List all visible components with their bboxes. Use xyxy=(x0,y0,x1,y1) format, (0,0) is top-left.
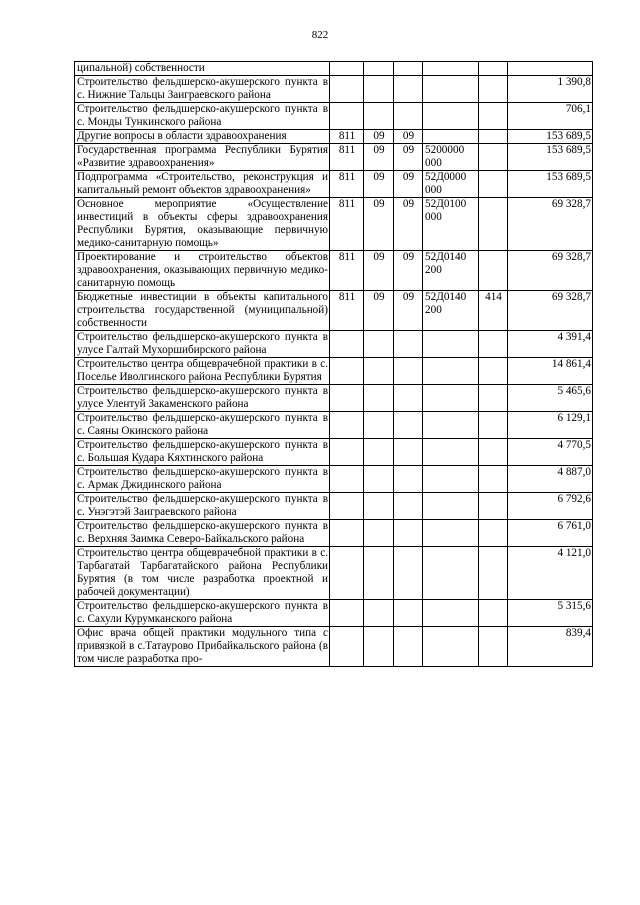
expense-type-cell xyxy=(479,385,508,412)
target-article-cell: 52Д0100 000 xyxy=(423,198,479,251)
row-name-cell: Другие вопросы в области здравоохранения xyxy=(75,130,330,144)
target-article-cell: 52Д0140 200 xyxy=(423,291,479,331)
section-code-cell: 09 xyxy=(364,251,394,291)
row-name-cell: ципальной) собственности xyxy=(75,62,330,76)
expense-type-cell xyxy=(479,130,508,144)
row-name-cell: Строительство фельдшерско-акушерского пункта в с. Нижние Тальцы Заиграевского района xyxy=(75,76,330,103)
subsection-code-cell xyxy=(394,493,423,520)
amount-cell: 6 792,6 xyxy=(508,493,593,520)
target-article-cell: 52Д0140 200 xyxy=(423,251,479,291)
subsection-code-cell xyxy=(394,520,423,547)
ministry-code-cell: 811 xyxy=(330,291,364,331)
subsection-code-cell: 09 xyxy=(394,171,423,198)
target-article-cell xyxy=(423,600,479,627)
ministry-code-cell: 811 xyxy=(330,198,364,251)
table-row xyxy=(75,439,593,466)
table-row xyxy=(75,76,593,103)
amount-cell: 4 391,4 xyxy=(508,331,593,358)
amount-cell: 4 121,0 xyxy=(508,547,593,600)
row-name-cell: Строительство центра общеврачебной практики в с. Тарбагатай Тарбагатайского района Республики Бурятия (в том числе разработка проектной и рабочей документации) xyxy=(75,547,330,600)
expense-type-cell xyxy=(479,251,508,291)
expense-type-cell xyxy=(479,358,508,385)
subsection-code-cell xyxy=(394,439,423,466)
ministry-code-cell xyxy=(330,76,364,103)
table-row xyxy=(75,251,593,291)
row-name-cell: Строительство центра общеврачебной практики в с. Поселье Иволгинского района Республики Бурятия xyxy=(75,358,330,385)
table-row xyxy=(75,600,593,627)
target-article-cell xyxy=(423,62,479,76)
target-article-cell xyxy=(423,439,479,466)
expense-type-cell xyxy=(479,198,508,251)
row-name-cell: Строительство фельдшерско-акушерского пункта в с. Унэгэтэй Заиграевского района xyxy=(75,493,330,520)
section-code-cell xyxy=(364,600,394,627)
target-article-cell xyxy=(423,358,479,385)
page-number: 822 xyxy=(311,29,329,41)
ministry-code-cell xyxy=(330,627,364,667)
target-article-cell xyxy=(423,547,479,600)
section-code-cell: 09 xyxy=(364,130,394,144)
subsection-code-cell: 09 xyxy=(394,291,423,331)
target-article-cell xyxy=(423,331,479,358)
section-code-cell xyxy=(364,412,394,439)
subsection-code-cell: 09 xyxy=(394,144,423,171)
ministry-code-cell xyxy=(330,385,364,412)
section-code-cell xyxy=(364,62,394,76)
ministry-code-cell xyxy=(330,62,364,76)
section-code-cell xyxy=(364,547,394,600)
row-name-cell: Строительство фельдшерско-акушерского пункта в с. Сахули Курумканского района xyxy=(75,600,330,627)
table-row xyxy=(75,547,593,600)
amount-cell: 69 328,7 xyxy=(508,251,593,291)
expense-type-cell xyxy=(479,76,508,103)
subsection-code-cell: 09 xyxy=(394,198,423,251)
subsection-code-cell xyxy=(394,103,423,130)
amount-cell: 4 887,0 xyxy=(508,466,593,493)
subsection-code-cell xyxy=(394,62,423,76)
subsection-code-cell xyxy=(394,466,423,493)
section-code-cell xyxy=(364,358,394,385)
expense-type-cell xyxy=(479,331,508,358)
row-name-cell: Строительство фельдшерско-акушерского пункта в улусе Улентуй Закаменского района xyxy=(75,385,330,412)
expense-type-cell xyxy=(479,62,508,76)
table-row xyxy=(75,520,593,547)
table-row xyxy=(75,144,593,171)
table-row xyxy=(75,291,593,331)
ministry-code-cell xyxy=(330,439,364,466)
amount-cell: 153 689,5 xyxy=(508,130,593,144)
subsection-code-cell xyxy=(394,358,423,385)
subsection-code-cell xyxy=(394,76,423,103)
subsection-code-cell xyxy=(394,385,423,412)
table-row xyxy=(75,171,593,198)
amount-cell: 1 390,8 xyxy=(508,76,593,103)
amount-cell: 69 328,7 xyxy=(508,198,593,251)
section-code-cell: 09 xyxy=(364,171,394,198)
ministry-code-cell: 811 xyxy=(330,171,364,198)
subsection-code-cell: 09 xyxy=(394,130,423,144)
amount-cell: 5 315,6 xyxy=(508,600,593,627)
subsection-code-cell xyxy=(394,600,423,627)
target-article-cell xyxy=(423,493,479,520)
target-article-cell xyxy=(423,627,479,667)
ministry-code-cell xyxy=(330,412,364,439)
section-code-cell xyxy=(364,76,394,103)
target-article-cell xyxy=(423,130,479,144)
expense-type-cell xyxy=(479,103,508,130)
subsection-code-cell xyxy=(394,627,423,667)
target-article-cell xyxy=(423,412,479,439)
subsection-code-cell xyxy=(394,412,423,439)
subsection-code-cell xyxy=(394,331,423,358)
table-row xyxy=(75,103,593,130)
section-code-cell: 09 xyxy=(364,198,394,251)
ministry-code-cell: 811 xyxy=(330,130,364,144)
table-row xyxy=(75,627,593,667)
row-name-cell: Государственная программа Республики Бурятия «Развитие здравоохранения» xyxy=(75,144,330,171)
target-article-cell xyxy=(423,103,479,130)
row-name-cell: Строительство фельдшерско-акушерского пункта в с. Верхняя Заимка Северо-Байкальского района xyxy=(75,520,330,547)
amount-cell: 14 861,4 xyxy=(508,358,593,385)
expense-type-cell xyxy=(479,627,508,667)
ministry-code-cell xyxy=(330,358,364,385)
expense-type-cell xyxy=(479,171,508,198)
table-row xyxy=(75,385,593,412)
ministry-code-cell xyxy=(330,600,364,627)
ministry-code-cell xyxy=(330,466,364,493)
ministry-code-cell xyxy=(330,520,364,547)
section-code-cell: 09 xyxy=(364,291,394,331)
expense-type-cell: 414 xyxy=(479,291,508,331)
amount-cell: 4 770,5 xyxy=(508,439,593,466)
amount-cell: 69 328,7 xyxy=(508,291,593,331)
table-row xyxy=(75,331,593,358)
row-name-cell: Проектирование и строительство объектов здравоохранения, оказывающих первичную медико-санитарную помощь xyxy=(75,251,330,291)
row-name-cell: Основное мероприятие «Осуществление инвестиций в объекты сферы здравоохранения Республики Бурятия, оказывающие первичную медико-санитарную помощь» xyxy=(75,198,330,251)
subsection-code-cell xyxy=(394,547,423,600)
amount-cell: 5 465,6 xyxy=(508,385,593,412)
expense-type-cell xyxy=(479,547,508,600)
table-row xyxy=(75,466,593,493)
table-row xyxy=(75,358,593,385)
expense-type-cell xyxy=(479,412,508,439)
row-name-cell: Строительство фельдшерско-акушерского пункта в с. Монды Тункинского района xyxy=(75,103,330,130)
ministry-code-cell: 811 xyxy=(330,144,364,171)
section-code-cell xyxy=(364,385,394,412)
amount-cell: 6 761,0 xyxy=(508,520,593,547)
table-row xyxy=(75,130,593,144)
row-name-cell: Строительство фельдшерско-акушерского пункта в улусе Галтай Мухоршибирского района xyxy=(75,331,330,358)
section-code-cell: 09 xyxy=(364,144,394,171)
table-row xyxy=(75,493,593,520)
table-row xyxy=(75,198,593,251)
table-row xyxy=(75,62,593,76)
ministry-code-cell: 811 xyxy=(330,251,364,291)
amount-cell: 6 129,1 xyxy=(508,412,593,439)
target-article-cell xyxy=(423,520,479,547)
expense-type-cell xyxy=(479,520,508,547)
amount-cell: 839,4 xyxy=(508,627,593,667)
ministry-code-cell xyxy=(330,331,364,358)
target-article-cell: 5200000 000 xyxy=(423,144,479,171)
expense-type-cell xyxy=(479,144,508,171)
amount-cell: 706,1 xyxy=(508,103,593,130)
ministry-code-cell xyxy=(330,103,364,130)
expense-type-cell xyxy=(479,493,508,520)
budget-table xyxy=(74,61,593,667)
section-code-cell xyxy=(364,493,394,520)
row-name-cell: Строительство фельдшерско-акушерского пункта в с. Большая Кудара Кяхтинского района xyxy=(75,439,330,466)
section-code-cell xyxy=(364,103,394,130)
ministry-code-cell xyxy=(330,493,364,520)
amount-cell xyxy=(508,62,593,76)
target-article-cell xyxy=(423,76,479,103)
expense-type-cell xyxy=(479,600,508,627)
row-name-cell: Офис врача общей практики модульного типа с привязкой в с.Татаурово Прибайкальского района (в том числе разработка про- xyxy=(75,627,330,667)
target-article-cell xyxy=(423,466,479,493)
amount-cell: 153 689,5 xyxy=(508,144,593,171)
subsection-code-cell: 09 xyxy=(394,251,423,291)
section-code-cell xyxy=(364,439,394,466)
section-code-cell xyxy=(364,627,394,667)
amount-cell: 153 689,5 xyxy=(508,171,593,198)
target-article-cell: 52Д0000 000 xyxy=(423,171,479,198)
row-name-cell: Бюджетные инвестиции в объекты капитального строительства государственной (муниципальной) собственности xyxy=(75,291,330,331)
section-code-cell xyxy=(364,331,394,358)
row-name-cell: Строительство фельдшерско-акушерского пункта в с. Саяны Окинского района xyxy=(75,412,330,439)
row-name-cell: Подпрограмма «Строительство, реконструкция и капитальный ремонт объектов здравоохранения» xyxy=(75,171,330,198)
section-code-cell xyxy=(364,520,394,547)
table-row xyxy=(75,412,593,439)
ministry-code-cell xyxy=(330,547,364,600)
expense-type-cell xyxy=(479,466,508,493)
row-name-cell: Строительство фельдшерско-акушерского пункта в с. Армак Джидинского района xyxy=(75,466,330,493)
section-code-cell xyxy=(364,466,394,493)
target-article-cell xyxy=(423,385,479,412)
expense-type-cell xyxy=(479,439,508,466)
